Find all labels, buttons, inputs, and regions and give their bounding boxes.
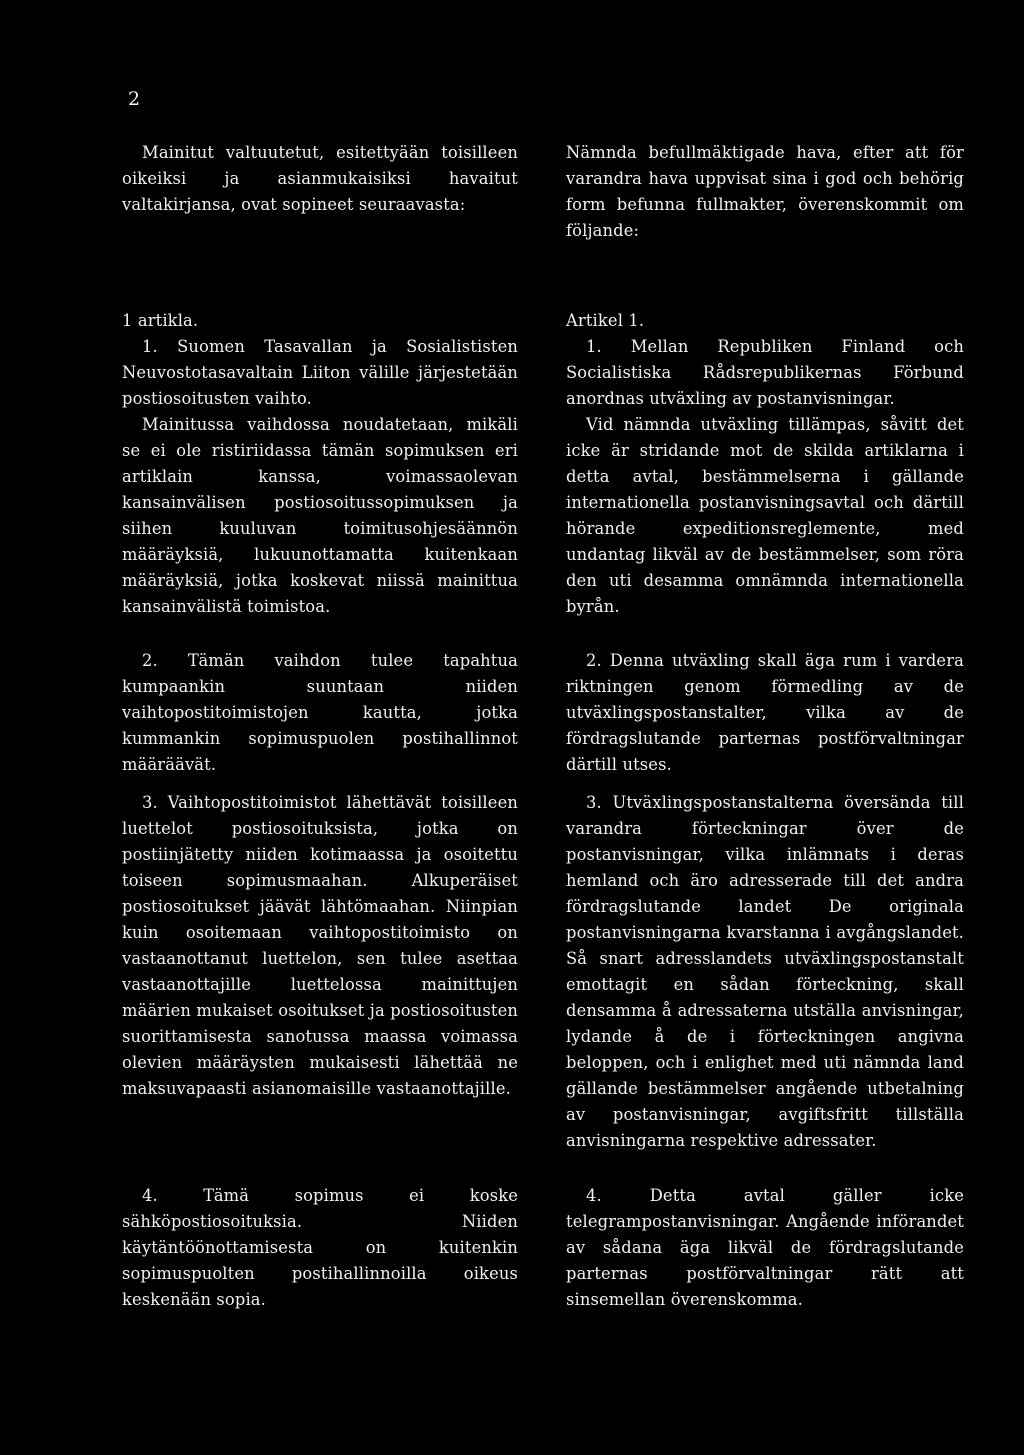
finnish-paragraph-4: 4. Tämä sopimus ei koske sähköpostiosoituksia. Niiden käytäntöönottamisesta on kuitenkin sopimuspuolten postihallinnoilla oikeus keskenään sopia.	[122, 1186, 518, 1309]
swedish-paragraph-2: 2. Denna utväxling skall äga rum i vardera riktningen genom förmedling av de utväxlingspostanstalter, vilka av de fördragslutande parternas postförvaltningar därtill utses.	[566, 651, 964, 774]
finnish-section-4-block	[122, 1183, 518, 1313]
finnish-paragraph-1: 1. Suomen Tasavallan ja Sosialististen Neuvostotasavaltain Liiton välille järjestetään postiosoitusten vaihto.	[122, 337, 518, 408]
finnish-paragraph-3: 3. Vaihtopostitoimistot lähettävät toisilleen luettelot postiosoituksista, jotka on postiinjätetty niiden kotimaassa ja osoitettu toiseen sopimusmaahan. Alkuperäiset postiosoitukset jäävät lähtömaahan. Niinpian kuin osoitemaan vaihtopostitoimisto on vastaanottanut luettelon, sen tulee asettaa vastaanottajille luettelossa mainittujen määrien mukaiset osoitukset ja postiosoitusten suorittamisesta sanotussa maassa voimassa olevien määräysten mukaisesti lähettää ne maksuvapaasti asianomaisille vastaanottajille.	[122, 793, 518, 1098]
finnish-preamble: Mainitut valtuutetut, esitettyään toisilleen oikeiksi ja asianmukaisiksi havaitut valtakirjansa, ovat sopineet seuraavasta:	[122, 143, 518, 214]
finnish-paragraph-2: 2. Tämän vaihdon tulee tapahtua kumpaankin suuntaan niiden vaihtopostitoimistojen kautta, jotka kummankin sopimuspuolen postihallinnot määräävät.	[122, 651, 518, 774]
finnish-paragraph-1-continued: Mainitussa vaihdossa noudatetaan, mikäli se ei ole ristiriidassa tämän sopimuksen eri artiklain kanssa, voimassaolevan kansainvälisen postiosoitussopimuksen ja siihen kuuluvan toimitusohjesäännön määräyksiä, lukuunottamatta kuitenkaan määräyksiä, jotka koskevat niissä mainittua kansainvälistä toimistoa.	[122, 415, 518, 616]
swedish-section-3-block	[566, 790, 964, 1154]
swedish-preamble: Nämnda befullmäktigade hava, efter att för varandra hava uppvisat sina i god och behörig form befunna fullmakter, överenskommit om följande:	[566, 143, 964, 240]
swedish-article-block	[566, 308, 964, 620]
swedish-article-heading: Artikel 1.	[566, 311, 645, 330]
page-number: 2	[128, 88, 141, 110]
swedish-paragraph-4: 4. Detta avtal gäller icke telegrampostanvisningar. Angående införandet av sådana äga likväl de fördragslutande parternas postförvaltningar rätt att sinsemellan överenskomma.	[566, 1186, 964, 1309]
swedish-preamble-block	[566, 140, 964, 244]
swedish-section-2-block	[566, 648, 964, 778]
swedish-paragraph-1: 1. Mellan Republiken Finland och Socialistiska Rådsrepublikernas Förbund anordnas utväxling av postanvisningar.	[566, 337, 964, 408]
finnish-preamble-block	[122, 140, 518, 218]
swedish-section-4-block	[566, 1183, 964, 1313]
finnish-section-3-block	[122, 790, 518, 1102]
swedish-paragraph-3: 3. Utväxlingspostanstalterna översända till varandra förteckningar över de postanvisningar, vilka inlämnats i deras hemland och äro adresserade till det andra fördragslutande landet De originala postanvisningarna kvarstanna i avgångslandet. Så snart adresslandets utväxlingspostanstalt emottagit en sådan förteckning, skall densamma å adressaterna utställa anvisningar, lydande å de i förteckningen angivna beloppen, och i enlighet med uti nämnda land gällande bestämmelser angående utbetalning av postanvisningar, avgiftsfritt tillställa anvisningarna respektive adressater.	[566, 793, 964, 1150]
swedish-paragraph-1-continued: Vid nämnda utväxling tillämpas, såvitt det icke är stridande mot de skilda artiklarna i detta avtal, bestämmelserna i gällande internationella postanvisningsavtal och därtill hörande expeditionsreglemente, med undantag likväl av de bestämmelser, som röra den uti desamma omnämnda internationella byrån.	[566, 415, 964, 616]
finnish-article-block	[122, 308, 518, 620]
finnish-article-heading: 1 artikla.	[122, 311, 199, 330]
finnish-section-2-block	[122, 648, 518, 778]
